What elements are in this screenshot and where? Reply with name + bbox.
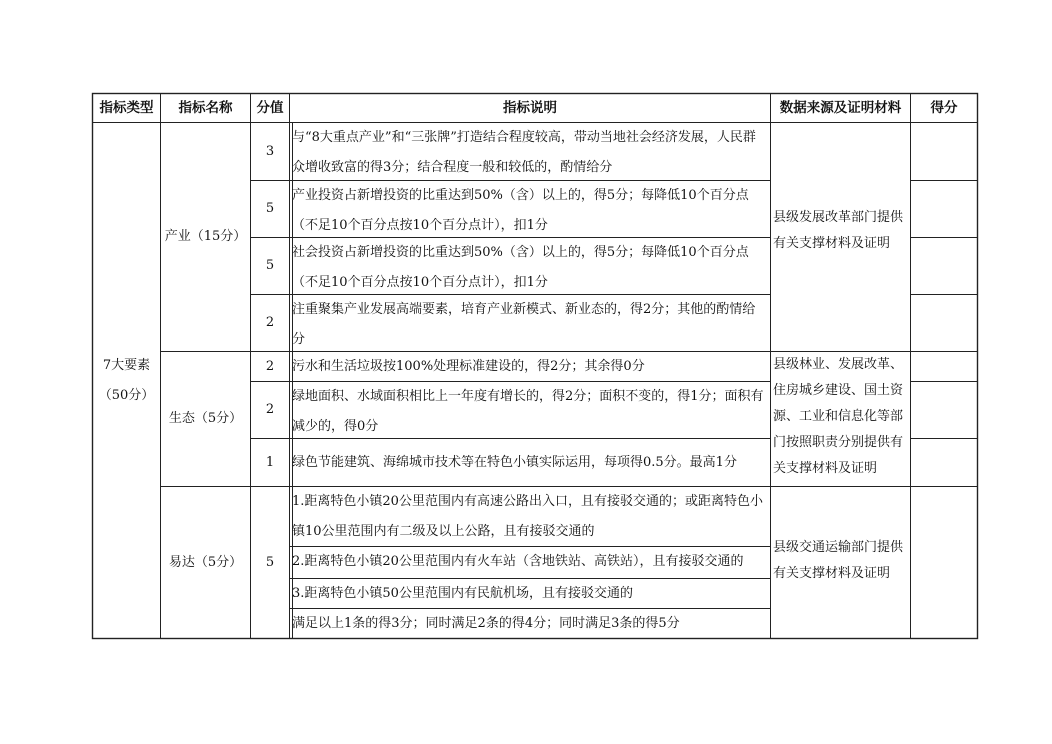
description-cell: 1.距离特色小镇20公里范围内有高速公路出入口，且有接驳交通的；或距离特色小镇10公里范围内有二级及以上公路，且有接驳交通的 bbox=[292, 494, 763, 539]
header-name: 指标名称 bbox=[178, 100, 233, 116]
description-cell: 污水和生活垃圾按100%处理标准建设的，得2分；其余得0分 bbox=[292, 359, 645, 374]
source-access: 县级交通运输部门提供有关支撑材料及证明 bbox=[773, 540, 904, 581]
description-cell: 产业投资占新增投资的比重达到50%（含）以上的，得5分；每降低10个百分点（不足10个百分点按10个百分点计），扣1分 bbox=[292, 188, 749, 233]
score-cell: 2 bbox=[265, 402, 275, 417]
description-cell: 绿地面积、水域面积相比上一年度有增长的，得2分；面积不变的，得1分；面积有减少的，得0分 bbox=[292, 389, 764, 434]
description-cell: 社会投资占新增投资的比重达到50%（含）以上的，得5分；每降低10个百分点（不足10个百分点按10个百分点计），扣1分 bbox=[292, 245, 749, 290]
score-cell: 5 bbox=[265, 201, 275, 216]
header-type: 指标类型 bbox=[99, 100, 154, 116]
category-name: 7大要素 bbox=[102, 357, 151, 373]
description-cell: 注重聚集产业发展高端要素，培育产业新模式、新业态的，得2分；其他的酌情给分 bbox=[292, 302, 756, 347]
score-cell: 5 bbox=[265, 554, 275, 570]
header-score: 分值 bbox=[256, 100, 284, 116]
category-cell bbox=[93, 123, 160, 638]
description-cell: 3.距离特色小镇50公里范围内有民航机场，且有接驳交通的 bbox=[292, 586, 633, 601]
score-cell: 2 bbox=[265, 315, 275, 330]
score-cell: 2 bbox=[265, 358, 275, 374]
indicator-ecology: 生态（5分） bbox=[168, 411, 243, 426]
indicator-industry: 产业（15分） bbox=[164, 229, 247, 244]
score-cell: 1 bbox=[265, 454, 275, 470]
score-cell: 3 bbox=[265, 143, 275, 159]
indicator-access: 易达（5分） bbox=[168, 554, 243, 570]
description-cell: 满足以上1条的得3分；同时满足2条的得4分；同时满足3条的得5分 bbox=[292, 616, 680, 631]
score-cell: 5 bbox=[265, 258, 275, 273]
description-cell: 与“8大重点产业”和“三张牌”打造结合程度较高，带动当地社会经济发展，人民群众增收致富的得3分；结合程度一般和较低的，酌情给分 bbox=[292, 130, 756, 175]
description-cell: 绿色节能建筑、海绵城市技术等在特色小镇实际运用，每项得0.5分。最高1分 bbox=[292, 455, 737, 470]
header-got-score: 得分 bbox=[930, 100, 958, 116]
header-source: 数据来源及证明材料 bbox=[779, 100, 902, 116]
header-description: 指标说明 bbox=[503, 100, 557, 116]
source-industry: 县级发展改革部门提供有关支撑材料及证明 bbox=[773, 210, 904, 251]
description-cell: 2.距离特色小镇20公里范围内有火车站（含地铁站、高铁站），且有接驳交通的 bbox=[292, 554, 744, 569]
source-ecology: 县级林业、发展改革、住房城乡建设、国土资源、工业和信息化等部门按照职责分别提供有关支撑材料及证明 bbox=[773, 357, 904, 476]
category-total: （50分） bbox=[98, 387, 155, 403]
